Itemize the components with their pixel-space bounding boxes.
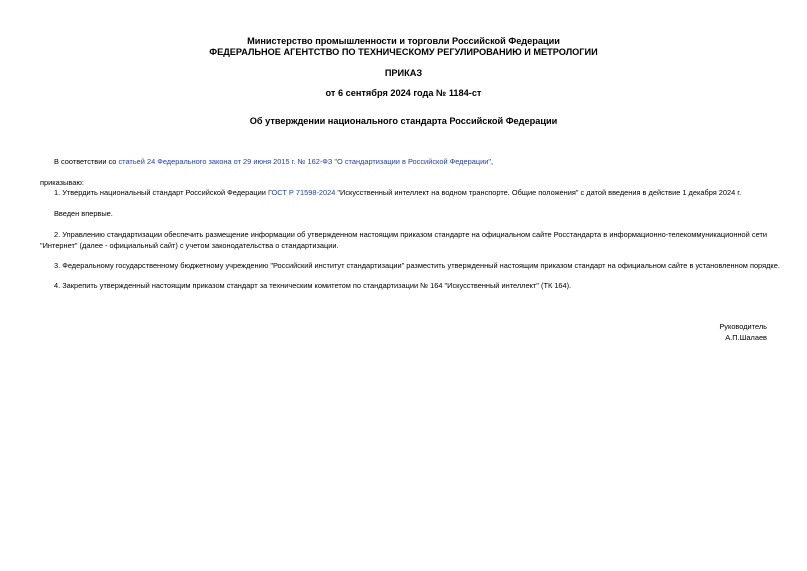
document-type: ПРИКАЗ xyxy=(384,68,423,78)
signature-title: Руководитель xyxy=(719,322,767,331)
preamble xyxy=(54,157,493,167)
ministry-name: Министерство промышленности и торговли Российской Федерации xyxy=(247,36,560,46)
document-subject: Об утверждении национального стандарта Российской Федерации xyxy=(249,116,558,126)
agency-name: ФЕДЕРАЛЬНОЕ АГЕНТСТВО ПО ТЕХНИЧЕСКОМУ РЕГУЛИРОВАНИЮ И МЕТРОЛОГИИ xyxy=(209,47,598,57)
introduced-note: Введен впервые. xyxy=(54,209,113,218)
item-2: 2. Управлению стандартизации обеспечить размещение информации об утвержденном настоящим приказом стандарте на официальном сайте Росстандарта в информационно-телекоммуникационной сети "Интернет" (далее - официальный сайт) с учетом законодательства о стандартизации. xyxy=(40,230,767,250)
item-1-prefix: 1. Утвердить национальный стандарт Российской Федерации xyxy=(54,188,268,197)
item-4: 4. Закрепить утвержденный настоящим приказом стандарт за техническим комитетом по стандартизации № 164 "Искусственный интеллект" (ТК 164). xyxy=(54,281,572,290)
order-word: приказываю: xyxy=(40,178,84,187)
item-1-suffix: "Искусственный интеллект на водном транспорте. Общие положения" с датой введения в действие 1 декабря 2024 г. xyxy=(335,188,742,197)
item-1 xyxy=(54,188,741,198)
gost-standard-link[interactable]: ГОСТ Р 71598-2024 xyxy=(267,188,336,197)
item-3: 3. Федеральному государственному бюджетному учреждению "Российский институт стандартизации" разместить утвержденный настоящим приказом стандарт на официальном сайте в установленном порядке. xyxy=(54,261,780,270)
preamble-prefix: В соответствии со xyxy=(54,157,119,166)
federal-law-link[interactable]: статьей 24 Федерального закона от 29 июня 2015 г. № 162-ФЗ "О стандартизации в Российской Федерации" xyxy=(118,157,491,166)
signature-name: А.П.Шалаев xyxy=(725,333,767,342)
document-date-number: от 6 сентября 2024 года № 1184-ст xyxy=(325,88,482,98)
preamble-suffix: , xyxy=(490,157,494,166)
